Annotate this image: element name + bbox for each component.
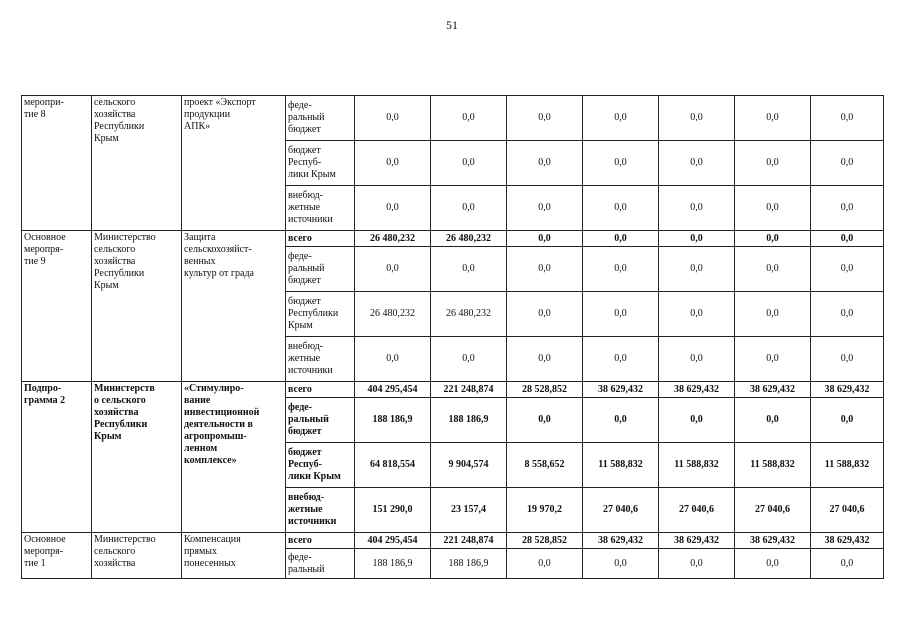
amount-cell: 0,0	[507, 549, 583, 579]
funding-source-cell: всего	[286, 231, 355, 247]
amount-cell: 0,0	[507, 141, 583, 186]
amount-cell: 0,0	[431, 96, 507, 141]
amount-cell: 38 629,432	[811, 533, 884, 549]
amount-cell: 221 248,874	[431, 382, 507, 398]
amount-cell: 0,0	[583, 398, 659, 443]
amount-cell: 11 588,832	[735, 443, 811, 488]
amount-cell: 221 248,874	[431, 533, 507, 549]
amount-cell: 0,0	[507, 292, 583, 337]
amount-cell: 0,0	[583, 186, 659, 231]
amount-cell: 27 040,6	[811, 488, 884, 533]
amount-cell: 0,0	[507, 247, 583, 292]
funding-source-cell: феде- ральный бюджет	[286, 96, 355, 141]
measure-name-cell: «Стимулиро- вание инвестиционной деятельности в агропромыш- ленном комплексе»	[182, 382, 286, 533]
amount-cell: 28 528,852	[507, 382, 583, 398]
funding-source-cell: феде- ральный бюджет	[286, 247, 355, 292]
amount-cell: 0,0	[659, 549, 735, 579]
amount-cell: 11 588,832	[583, 443, 659, 488]
amount-cell: 188 186,9	[355, 549, 431, 579]
amount-cell: 0,0	[431, 186, 507, 231]
amount-cell: 0,0	[583, 337, 659, 382]
executor-cell: Министерств о сельского хозяйства Республики Крым	[92, 382, 182, 533]
amount-cell: 0,0	[659, 96, 735, 141]
amount-cell: 404 295,454	[355, 533, 431, 549]
event-name-cell: Основное меропря- тие 9	[22, 231, 92, 382]
amount-cell: 26 480,232	[431, 231, 507, 247]
amount-cell: 38 629,432	[659, 382, 735, 398]
amount-cell: 0,0	[583, 231, 659, 247]
amount-cell: 26 480,232	[355, 292, 431, 337]
amount-cell: 0,0	[659, 292, 735, 337]
amount-cell: 0,0	[735, 141, 811, 186]
amount-cell: 0,0	[355, 337, 431, 382]
event-name-cell: Основное меропря- тие 1	[22, 533, 92, 579]
amount-cell: 0,0	[583, 141, 659, 186]
table-row	[22, 96, 884, 141]
amount-cell: 0,0	[507, 337, 583, 382]
amount-cell: 0,0	[507, 231, 583, 247]
amount-cell: 0,0	[735, 398, 811, 443]
amount-cell: 0,0	[583, 292, 659, 337]
amount-cell: 0,0	[735, 549, 811, 579]
amount-cell: 9 904,574	[431, 443, 507, 488]
amount-cell: 0,0	[659, 337, 735, 382]
amount-cell: 26 480,232	[431, 292, 507, 337]
amount-cell: 0,0	[735, 96, 811, 141]
amount-cell: 0,0	[659, 247, 735, 292]
funding-source-cell: внебюд- жетные источники	[286, 488, 355, 533]
table-row	[22, 231, 884, 247]
amount-cell: 0,0	[507, 398, 583, 443]
amount-cell: 38 629,432	[811, 382, 884, 398]
amount-cell: 188 186,9	[431, 398, 507, 443]
amount-cell: 19 970,2	[507, 488, 583, 533]
amount-cell: 0,0	[431, 247, 507, 292]
amount-cell: 38 629,432	[583, 382, 659, 398]
amount-cell: 27 040,6	[735, 488, 811, 533]
amount-cell: 0,0	[811, 96, 884, 141]
measure-name-cell: проект «Экспорт продукции АПК»	[182, 96, 286, 231]
amount-cell: 0,0	[431, 141, 507, 186]
amount-cell: 0,0	[355, 141, 431, 186]
amount-cell: 27 040,6	[659, 488, 735, 533]
page-number: 51	[446, 18, 458, 32]
amount-cell: 0,0	[735, 186, 811, 231]
amount-cell: 11 588,832	[659, 443, 735, 488]
amount-cell: 0,0	[507, 186, 583, 231]
amount-cell: 0,0	[583, 96, 659, 141]
amount-cell: 0,0	[659, 141, 735, 186]
amount-cell: 0,0	[735, 247, 811, 292]
amount-cell: 8 558,652	[507, 443, 583, 488]
budget-table	[21, 95, 884, 579]
table-row	[22, 382, 884, 398]
amount-cell: 0,0	[659, 231, 735, 247]
amount-cell: 0,0	[811, 549, 884, 579]
funding-source-cell: внебюд- жетные источники	[286, 186, 355, 231]
amount-cell: 0,0	[355, 247, 431, 292]
amount-cell: 0,0	[811, 337, 884, 382]
amount-cell: 0,0	[811, 141, 884, 186]
amount-cell: 0,0	[811, 292, 884, 337]
amount-cell: 0,0	[811, 398, 884, 443]
amount-cell: 0,0	[659, 186, 735, 231]
executor-cell: сельского хозяйства Республики Крым	[92, 96, 182, 231]
amount-cell: 0,0	[355, 186, 431, 231]
funding-source-cell: феде- ральный	[286, 549, 355, 579]
amount-cell: 38 629,432	[735, 382, 811, 398]
amount-cell: 0,0	[735, 231, 811, 247]
table-row	[22, 533, 884, 549]
amount-cell: 188 186,9	[431, 549, 507, 579]
amount-cell: 38 629,432	[583, 533, 659, 549]
amount-cell: 64 818,554	[355, 443, 431, 488]
amount-cell: 0,0	[355, 96, 431, 141]
amount-cell: 27 040,6	[583, 488, 659, 533]
amount-cell: 0,0	[811, 231, 884, 247]
amount-cell: 28 528,852	[507, 533, 583, 549]
amount-cell: 0,0	[811, 186, 884, 231]
amount-cell: 0,0	[507, 96, 583, 141]
amount-cell: 26 480,232	[355, 231, 431, 247]
funding-source-cell: всего	[286, 382, 355, 398]
measure-name-cell: Защита сельскохозяйст- венных культур от града	[182, 231, 286, 382]
amount-cell: 11 588,832	[811, 443, 884, 488]
amount-cell: 23 157,4	[431, 488, 507, 533]
amount-cell: 0,0	[811, 247, 884, 292]
measure-name-cell: Компенсация прямых понесенных	[182, 533, 286, 579]
executor-cell: Министерство сельского хозяйства	[92, 533, 182, 579]
amount-cell: 0,0	[583, 247, 659, 292]
event-name-cell: Подпро- грамма 2	[22, 382, 92, 533]
amount-cell: 188 186,9	[355, 398, 431, 443]
amount-cell: 404 295,454	[355, 382, 431, 398]
amount-cell: 0,0	[431, 337, 507, 382]
amount-cell: 0,0	[735, 292, 811, 337]
funding-source-cell: бюджет Респуб- лики Крым	[286, 141, 355, 186]
event-name-cell: меропри- тие 8	[22, 96, 92, 231]
amount-cell: 38 629,432	[735, 533, 811, 549]
funding-source-cell: феде- ральный бюджет	[286, 398, 355, 443]
amount-cell: 0,0	[735, 337, 811, 382]
funding-source-cell: всего	[286, 533, 355, 549]
funding-source-cell: бюджет Республики Крым	[286, 292, 355, 337]
funding-source-cell: внебюд- жетные источники	[286, 337, 355, 382]
executor-cell: Министерство сельского хозяйства Республики Крым	[92, 231, 182, 382]
amount-cell: 38 629,432	[659, 533, 735, 549]
amount-cell: 0,0	[659, 398, 735, 443]
amount-cell: 151 290,0	[355, 488, 431, 533]
funding-source-cell: бюджет Респуб- лики Крым	[286, 443, 355, 488]
amount-cell: 0,0	[583, 549, 659, 579]
